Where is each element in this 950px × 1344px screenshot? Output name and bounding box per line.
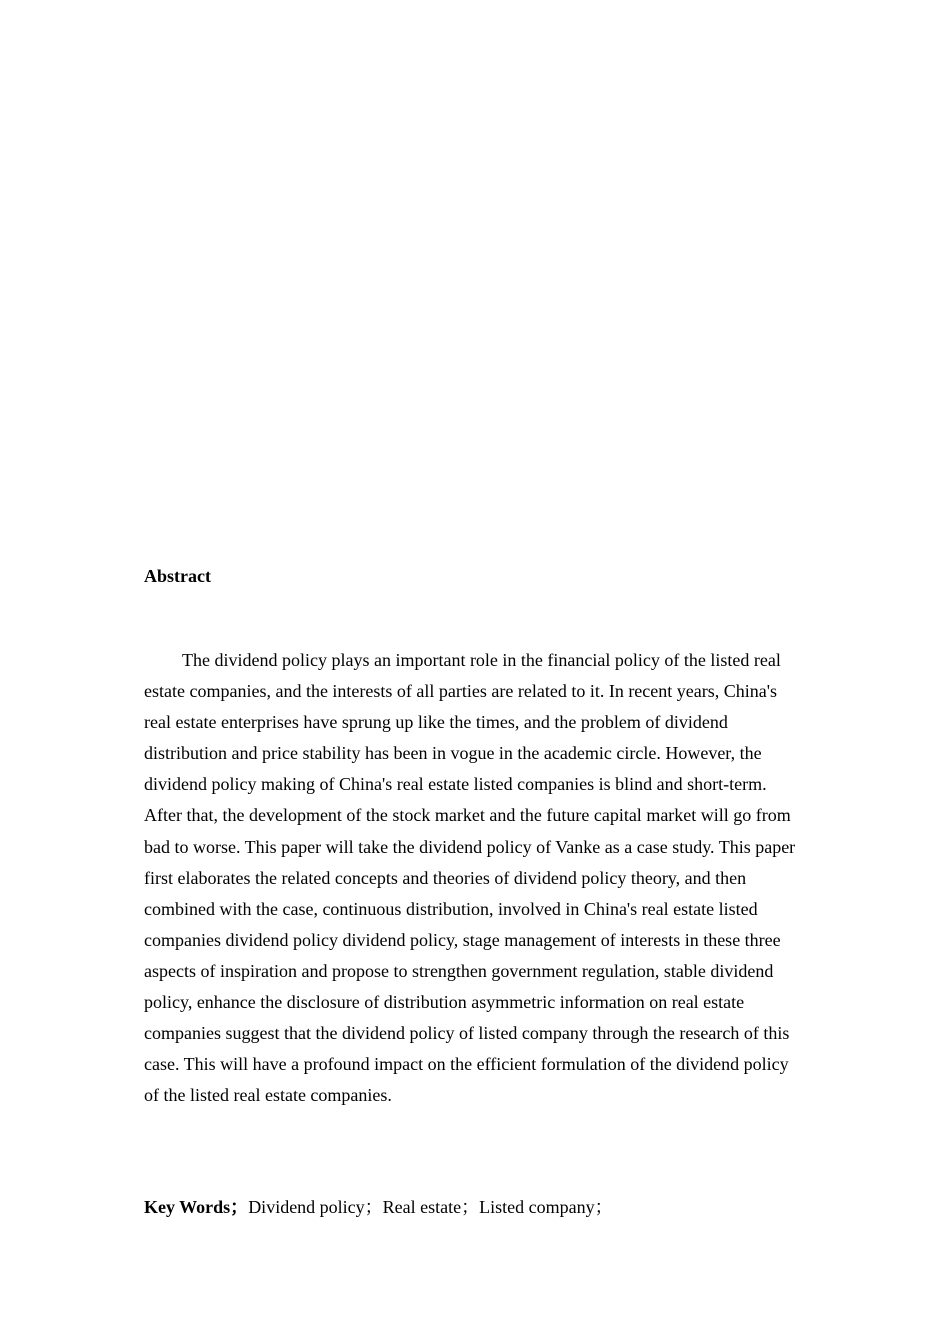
keyword-item: Dividend policy； — [248, 1197, 383, 1217]
keyword-item: Real estate； — [382, 1197, 480, 1217]
keywords-line — [144, 1194, 613, 1220]
abstract-body: The dividend policy plays an important role in the financial policy of the listed real estate companies, and the interests of all parties are related to it. In recent years, China's real estate enterprises have sprung up like the times, and the problem of dividend distribution and price stability has been in vogue in the academic circle. However, the dividend policy making of China's real estate listed companies is blind and short-term. After that, the development of the stock market and the future capital market will go from bad to worse. This paper will take the dividend policy of Vanke as a case study. This paper first elaborates the related concepts and theories of dividend policy theory, and then combined with the case, continuous distribution, involved in China's real estate listed companies dividend policy dividend policy, stage management of interests in these three aspects of inspiration and propose to strengthen government regulation, stable dividend policy, enhance the disclosure of distribution asymmetric information on real estate companies suggest that the dividend policy of listed company through the research of this case. This will have a profound impact on the efficient formulation of the dividend policy of the listed real estate companies. — [144, 650, 796, 1106]
keyword-item: Listed company； — [479, 1197, 613, 1217]
keywords-label: Key Words； — [144, 1197, 249, 1217]
abstract-heading: Abstract — [144, 566, 211, 586]
